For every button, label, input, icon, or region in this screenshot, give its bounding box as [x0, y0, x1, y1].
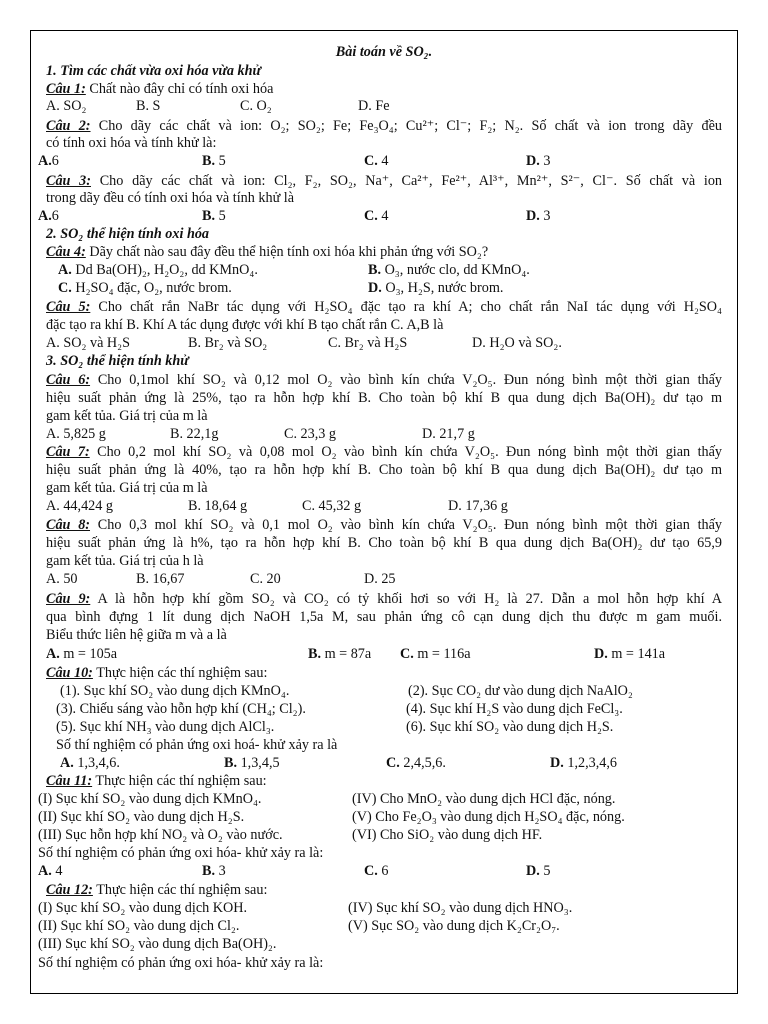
q6-c: C. 23,3 g: [284, 426, 337, 442]
q11-label: Câu 11:: [46, 773, 93, 789]
q11-c: 6: [377, 863, 389, 879]
q9-c_key: C.: [400, 646, 414, 662]
question-9: [46, 591, 722, 608]
q4-b_key: B.: [368, 262, 382, 278]
q6-text2: hiệu suất phản ứng là 25%, tạo ra hỗn hợp khí B. Cho toàn bộ khí B qua dung dịch Ba(OH)₂ dư tạo m: [46, 390, 722, 406]
q1-text: Chất nào đây chỉ có tính oxi hóa: [85, 81, 274, 97]
q4-label: Câu 4:: [46, 244, 86, 260]
question-8: [46, 517, 722, 534]
q10-b: 1,3,4,5: [237, 755, 280, 771]
q3-a: 6: [51, 208, 59, 224]
question-3-cont: [46, 190, 722, 207]
answer-option: [364, 208, 388, 225]
q3-text2: trong dãy đều có tính oxi hóa và tính khử là: [46, 190, 295, 206]
q3-d: 3: [539, 208, 551, 224]
q9-text2: qua bình đựng 1 lít dung dịch NaOH 1,5a M, sau phản ứng cô cạn dung dịch thu được m gam muối.: [46, 609, 722, 625]
question-6: [46, 372, 722, 389]
q5-a: A. SO₂ và H₂S: [46, 335, 130, 351]
q1-label: Câu 1:: [46, 81, 86, 97]
q9-text3: Biểu thức liên hệ giữa m và a là: [46, 627, 227, 643]
q1-a: A. SO₂: [46, 98, 87, 114]
question-9-cont2: [46, 627, 722, 644]
q10-e4: (4). Sục khí H₂S vào dung dịch FeCl₃.: [406, 701, 623, 717]
q4-b: O₃, nước clo, dd KMnO₄.: [381, 262, 530, 278]
q3-a_key: A.: [38, 208, 52, 224]
q7-a: A. 44,424 g: [46, 498, 113, 514]
q5-text2: đặc tạo ra khí B. Khí A tác dụng được với khí B tạo chất rắn C. A,B là: [46, 317, 444, 333]
q9-a_key: A.: [46, 646, 60, 662]
q5-c: C. Br₂ và H₂S: [328, 335, 408, 351]
q3-c: 4: [377, 208, 389, 224]
answer-option: [202, 153, 226, 170]
q10-c: 2,4,5,6.: [399, 755, 446, 771]
answer-option: [46, 646, 117, 663]
q11-ask: Số thí nghiệm có phản ứng oxi hóa- khử xảy ra là:: [38, 845, 324, 861]
answer-option: [364, 863, 388, 880]
q10-e5: (5). Sục khí NH₃ vào dung dịch AlCl₃.: [56, 719, 275, 735]
q12-e1: (I) Sục khí SO₂ vào dung dịch KOH.: [38, 900, 248, 916]
question-2: [46, 118, 722, 135]
answer-option: [400, 646, 471, 663]
q4-c: H₂SO₄ đặc, O₂, nước brom.: [71, 280, 232, 296]
answer-option: [526, 153, 550, 170]
q12-text: Thực hiện các thí nghiệm sau:: [92, 882, 268, 898]
q10-c_key: C.: [386, 755, 400, 771]
question-7-cont2: [46, 480, 722, 497]
answer-option: [38, 153, 59, 170]
answer-option: [368, 262, 530, 279]
q7-label: Câu 7:: [46, 444, 90, 460]
q5-text: Cho chất rắn NaBr tác dụng với H₂SO₄ đặc tạo ra khí A; cho chất rắn NaI tác dụng với H₂SO₄: [90, 299, 723, 315]
q9-d: m = 141a: [607, 646, 666, 662]
q9-c: m = 116a: [413, 646, 471, 662]
q3-label: Câu 3:: [46, 173, 91, 189]
q2-b_key: B.: [202, 153, 216, 169]
q3-c_key: C.: [364, 208, 378, 224]
q10-e1: (1). Sục khí SO₂ vào dung dịch KMnO₄.: [60, 683, 290, 699]
q5-label: Câu 5:: [46, 299, 91, 315]
q10-e2: (2). Sục CO₂ dư vào dung dịch NaAlO₂: [408, 683, 633, 699]
q6-a: A. 5,825 g: [46, 426, 106, 442]
question-6-cont2: [46, 408, 722, 425]
q10-label: Câu 10:: [46, 665, 93, 681]
q8-c: C. 20: [250, 571, 281, 587]
q2-b: 5: [215, 153, 226, 169]
title: Bài toán về SO₂.: [335, 44, 433, 60]
question-2-cont: [46, 135, 722, 152]
q9-b: m = 87a: [321, 646, 372, 662]
answer-option: [368, 280, 503, 297]
q11-e6: (VI) Cho SiO₂ vào dung dịch HF.: [352, 827, 543, 843]
answer-option: [308, 646, 371, 663]
q7-d: D. 17,36 g: [448, 498, 508, 514]
page-title: [46, 44, 722, 61]
q10-b_key: B.: [224, 755, 238, 771]
q1-b: B. S: [136, 98, 161, 114]
q12-ask: Số thí nghiệm có phản ứng oxi hóa- khử xảy ra là:: [38, 955, 324, 971]
question-5: [46, 299, 722, 316]
answer-option: [58, 262, 258, 279]
q11-e3: (III) Sục hỗn hợp khí NO₂ và O₂ vào nước.: [38, 827, 283, 843]
answer-option: [38, 208, 59, 225]
q4-a_key: A.: [58, 262, 72, 278]
question-8-cont: [46, 535, 722, 552]
answer-option: [526, 208, 550, 225]
answer-option: [550, 755, 617, 772]
section-heading-1: [46, 63, 722, 80]
q11-a_key: A.: [38, 863, 52, 879]
q12-e3: (III) Sục khí SO₂ vào dung dịch Ba(OH)₂.: [38, 936, 277, 952]
q9-text: A là hỗn hợp khí gồm SO₂ và CO₂ có tỷ khối hơi so với H₂ là 27. Dẫn a mol hỗn hợp khí A: [90, 591, 722, 607]
q10-d: 1,2,3,4,6: [563, 755, 617, 771]
question-7: [46, 444, 722, 461]
q6-b: B. 22,1g: [170, 426, 219, 442]
q8-text3: gam kết tủa. Giá trị của h là: [46, 553, 204, 569]
q2-label: Câu 2:: [46, 118, 91, 134]
q10-text: Thực hiện các thí nghiệm sau:: [92, 665, 268, 681]
q11-c_key: C.: [364, 863, 378, 879]
q9-d_key: D.: [594, 646, 608, 662]
q8-b: B. 16,67: [136, 571, 185, 587]
q8-d: D. 25: [364, 571, 396, 587]
question-10: [46, 665, 722, 682]
q4-a: Dd Ba(OH)₂, H₂O₂, dd KMnO₄.: [71, 262, 258, 278]
q6-text3: gam kết tủa. Giá trị của m là: [46, 408, 208, 424]
question-5-cont: [46, 317, 722, 334]
question-11-ask: [38, 845, 714, 862]
q11-d: 5: [539, 863, 551, 879]
q2-a_key: A.: [38, 153, 52, 169]
q7-text: Cho 0,2 mol khí SO₂ và 0,08 mol O₂ vào bình kín chứa V₂O₅. Đun nóng bình một thời gian thấy: [89, 444, 722, 460]
q11-a: 4: [51, 863, 63, 879]
answer-option: [38, 863, 62, 880]
q4-c_key: C.: [58, 280, 72, 296]
q3-b_key: B.: [202, 208, 216, 224]
answer-option: [202, 863, 226, 880]
q2-d: 3: [539, 153, 551, 169]
question-6-cont: [46, 390, 722, 407]
answer-option: [386, 755, 446, 772]
q2-c_key: C.: [364, 153, 378, 169]
q1-c: C. O₂: [240, 98, 272, 114]
q10-e3: (3). Chiếu sáng vào hỗn hợp khí (CH₄; Cl₂).: [56, 701, 306, 717]
question-1: [46, 81, 722, 98]
question-3: [46, 173, 722, 190]
question-9-cont: [46, 609, 722, 626]
q12-e5: (V) Sục SO₂ vào dung dịch K₂Cr₂O₇.: [348, 918, 560, 934]
q9-a: m = 105a: [59, 646, 118, 662]
answer-option: [60, 755, 120, 772]
q7-b: B. 18,64 g: [188, 498, 248, 514]
q8-label: Câu 8:: [46, 517, 91, 533]
q6-label: Câu 6:: [46, 372, 91, 388]
q10-ask: Số thí nghiệm có phản ứng oxi hoá- khử xảy ra là: [56, 737, 338, 753]
q1-d: D. Fe: [358, 98, 390, 114]
q5-d: D. H₂O và SO₂.: [472, 335, 562, 351]
q11-b_key: B.: [202, 863, 216, 879]
question-10-ask: [46, 737, 722, 754]
question-12-ask: [38, 955, 714, 972]
section-heading-2: [46, 226, 722, 243]
section_1: 1. Tìm các chất vừa oxi hóa vừa khử: [46, 63, 262, 79]
answer-option: [58, 280, 232, 297]
answer-option: [202, 208, 226, 225]
q2-text2: có tính oxi hóa và tính khử là:: [46, 135, 217, 151]
q12-e2: (II) Sục khí SO₂ vào dung dịch Cl₂.: [38, 918, 240, 934]
q7-text2: hiệu suất phản ứng là 40%, tạo ra hỗn hợp khí B. Cho toàn bộ khí B qua dung dịch Ba(OH)₂ dư tạo m: [46, 462, 722, 478]
q3-b: 5: [215, 208, 226, 224]
q10-a: 1,3,4,6.: [73, 755, 120, 771]
q4-d_key: D.: [368, 280, 382, 296]
q8-text2: hiệu suất phản ứng là h%, tạo ra hỗn hợp khí B. Cho toàn bộ khí B qua dung dịch Ba(OH)₂ dư tạo 65,9: [46, 535, 722, 551]
q11-b: 3: [215, 863, 226, 879]
q5-b: B. Br₂ và SO₂: [188, 335, 268, 351]
question-12: [46, 882, 722, 899]
q10-a_key: A.: [60, 755, 74, 771]
q2-c: 4: [377, 153, 389, 169]
q12-e4: (IV) Sục khí SO₂ vào dung dịch HNO₃.: [348, 900, 573, 916]
question-11: [46, 773, 722, 790]
answer-option: [224, 755, 280, 772]
q2-a: 6: [51, 153, 59, 169]
answer-option: [594, 646, 665, 663]
q11-e5: (V) Cho Fe₂O₃ vào dung dịch H₂SO₄ đặc, nóng.: [352, 809, 625, 825]
section_3: 3. SO₂ thể hiện tính khử: [46, 353, 189, 369]
q10-d_key: D.: [550, 755, 564, 771]
q8-text: Cho 0,3 mol khí SO₂ và 0,1 mol O₂ vào bình kín chứa V₂O₅. Đun nóng bình một thời gian thấy: [90, 517, 722, 533]
q11-d_key: D.: [526, 863, 540, 879]
q2-d_key: D.: [526, 153, 540, 169]
q9-label: Câu 9:: [46, 591, 91, 607]
q4-text: Dãy chất nào sau đây đều thể hiện tính oxi hóa khi phản ứng với SO₂?: [85, 244, 489, 260]
question-8-cont2: [46, 553, 722, 570]
q2-text: Cho dãy các chất và ion: O₂; SO₂; Fe; Fe₃O₄; Cu²⁺; Cl⁻; F₂; N₂. Số chất và ion trong dãy đều: [90, 118, 722, 134]
answer-option: [526, 863, 550, 880]
q6-text: Cho 0,1mol khí SO₂ và 0,12 mol O₂ vào bình kín chứa V₂O₅. Đun nóng bình một thời gian thấy: [90, 372, 722, 388]
answer-option: [364, 153, 388, 170]
question-7-cont: [46, 462, 722, 479]
q10-e6: (6). Sục khí SO₂ vào dung dịch H₂S.: [406, 719, 614, 735]
q3-d_key: D.: [526, 208, 540, 224]
question-4: [46, 244, 722, 261]
q11-e1: (I) Sục khí SO₂ vào dung dịch KMnO₄.: [38, 791, 262, 807]
q9-b_key: B.: [308, 646, 322, 662]
q12-label: Câu 12:: [46, 882, 93, 898]
q6-d: D. 21,7 g: [422, 426, 475, 442]
q11-text: Thực hiện các thí nghiệm sau:: [92, 773, 267, 789]
q3-text: Cho dãy các chất và ion: Cl₂, F₂, SO₂, Na⁺, Ca²⁺, Fe²⁺, Al³⁺, Mn²⁺, S²⁻, Cl⁻. Số chất và ion: [91, 173, 723, 189]
q11-e2: (II) Sục khí SO₂ vào dung dịch H₂S.: [38, 809, 245, 825]
section-heading-3: [46, 353, 722, 370]
q4-d: O₃, H₂S, nước brom.: [381, 280, 504, 296]
q7-c: C. 45,32 g: [302, 498, 362, 514]
q8-a: A. 50: [46, 571, 78, 587]
q11-e4: (IV) Cho MnO₂ vào dung dịch HCl đặc, nóng.: [352, 791, 616, 807]
q7-text3: gam kết tủa. Giá trị của m là: [46, 480, 208, 496]
section_2: 2. SO₂ thể hiện tính oxi hóa: [46, 226, 210, 242]
